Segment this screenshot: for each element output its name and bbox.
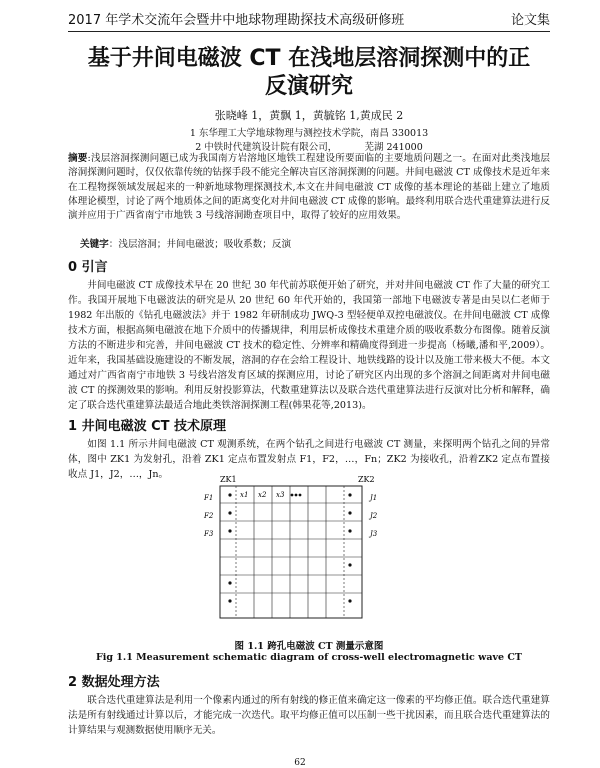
figure-source-2: F2 <box>204 512 214 520</box>
abstract <box>68 152 550 223</box>
keywords-label: 关键字 <box>80 239 109 250</box>
figure-dot <box>295 494 298 497</box>
affiliation-2: 2 中铁时代建筑设计院有限公司， 芜湖 241000 <box>195 142 423 153</box>
section-heading-method: 2 数据处理方法 <box>68 675 160 690</box>
figure-zk2-label: ZK2 <box>358 475 375 484</box>
page-number: 62 <box>294 758 306 768</box>
figure-source-point <box>228 529 231 532</box>
figure-source-point <box>228 493 231 496</box>
section-intro-paragraph: 井间电磁波 CT 成像技术早在 20 世纪 30 年代前苏联便开始了研究，并对井间电磁波 CT 作了大量的研究工作。我国开展地下电磁波法的研究是从 20 世纪 60 年代开始的，我国第一部地下电磁波专著是由吴以仁老师于 1982 年出版的《钻孔电磁波法》并于 1982 年研制成功 JWQ-3 型轻便单双控电磁波仪。在井间电磁波 CT 成像技术方面，根据高频电磁波在地下介质中的传播规律，利用层析成像技术重建介质的吸收系数分布图像。随着反演方法的不断进步和完善，井间电磁波 CT 技术的稳定性、分辨率和精确度得到进一步提高（杨曦,潘和平,2009）。近年来，我国基础设施建设的不断发展，溶洞的存在会给工程设计、地铁线路的设计以及施工带来极大不便。本文通过对广西省南宁市地铁 3 号线岩溶发育区域的探测应用，讨论了研究区内出现的多个溶洞之间距离对井间电磁波 CT 的探测效果的影响。利用反射投影算法，代数重建算法以及联合迭代重建算法进行反演对比分析和解释，确定了联合迭代重建算法最适合地此类铁溶洞探测工程(韩果花等,2013)。 <box>68 280 550 411</box>
figure-source-1: F1 <box>204 494 214 502</box>
running-header <box>68 6 550 32</box>
figure-source-3: F3 <box>204 530 214 538</box>
section-method-paragraph: 联合迭代重建算法是利用一个像素内通过的所有射线的修正值来确定这一像素的平均修正值。联合迭代重建算法是所有射线通过计算以后，才能完成一次迭代。取平均修正值可以压制一些干扰因素，而且联合迭代重建算法的计算结果与观测数据使用顺序无关。 <box>68 695 550 736</box>
figure-top-x1: x1 <box>240 491 249 499</box>
figure-grid <box>220 486 362 618</box>
figure-zk1-label: ZK1 <box>220 475 237 484</box>
header-right: 论文集 <box>510 13 550 28</box>
figure-top-x3: x3 <box>276 491 285 499</box>
abstract-text: :浅层溶洞探测问题已成为我国南方岩溶地区地铁工程建设所要面临的主要地质问题之一。在面对此类浅地层溶洞探测问题时，仅仅依靠传统的钻探手段不能完全解决盲区溶洞探测的问题。井间电磁波 CT 成像技术是近年来在工程物探领域发展起来的一种新地球物理探测技术,本文在井间电磁波 CT 成像的基本理论的基础上建立了地质体理论模型，讨论了两个地质体之间的距离变化对井间电磁波 CT 成像的影响。最终利用联合迭代重建算法进行反演并应用于广西省南宁市地铁 3 号线溶洞勘查项目中，取得了较好的应用效果。 <box>68 153 551 222</box>
title-line-1: 基于井间电磁波 CT 在浅地层溶洞探测中的正 <box>87 46 531 71</box>
figure-receiver-3: J3 <box>370 530 378 538</box>
authors: 张晓峰 1，黄飘 1，黄毓铭 1,黄成民 2 <box>214 109 404 122</box>
title-line-2: 反演研究 <box>264 74 353 99</box>
figure-receiver-2: J2 <box>370 512 378 520</box>
header-left: 2017 年学术交流年会暨井中地球物理勘探技术高级研修班 <box>68 13 405 28</box>
abstract-label: 摘要 <box>68 153 88 164</box>
figure-receiver-point <box>348 599 351 602</box>
figure-caption-en: Fig 1.1 Measurement schematic diagram of cross-well electromagnetic wave CT <box>96 652 522 663</box>
figure-receiver-point <box>348 529 351 532</box>
paper-title <box>68 45 550 101</box>
keywords-text: ：浅层溶洞；井间电磁波；吸收系数；反演 <box>108 239 292 250</box>
figure-receiver-point <box>348 511 351 514</box>
figure-receiver-1: J1 <box>370 494 378 502</box>
figure-dot <box>299 494 302 497</box>
figure-source-point <box>228 511 231 514</box>
figure-source-point <box>228 581 231 584</box>
figure-receiver-point <box>348 493 351 496</box>
figure-dot <box>291 494 294 497</box>
affiliation-1: 1 东华理工大学地球物理与测控技术学院，南昌 330013 <box>189 128 429 139</box>
figure-caption-cn: 图 1.1 跨孔电磁波 CT 测量示意图 <box>234 641 384 652</box>
section-heading-principle: 1 井间电磁波 CT 技术原理 <box>68 419 227 434</box>
section-heading-intro: 0 引言 <box>68 260 108 275</box>
figure-top-x2: x2 <box>258 491 267 499</box>
figure-receiver-point <box>348 563 351 566</box>
figure-source-point <box>228 599 231 602</box>
crosswell-ct-figure <box>198 473 394 631</box>
keywords <box>80 236 550 250</box>
section-principle-paragraph: 如图 1.1 所示井间电磁波 CT 观测系统，在两个钻孔之间进行电磁波 CT 测量，来探明两个钻孔之间的异常体，图中 ZK1 为发射孔，沿着 ZK1 定点布置发射点 F1，F2，…，Fn；ZK2 为接收孔，沿着ZK2 定点布置接收点 J1，J2，…，Jn。 <box>68 439 550 480</box>
